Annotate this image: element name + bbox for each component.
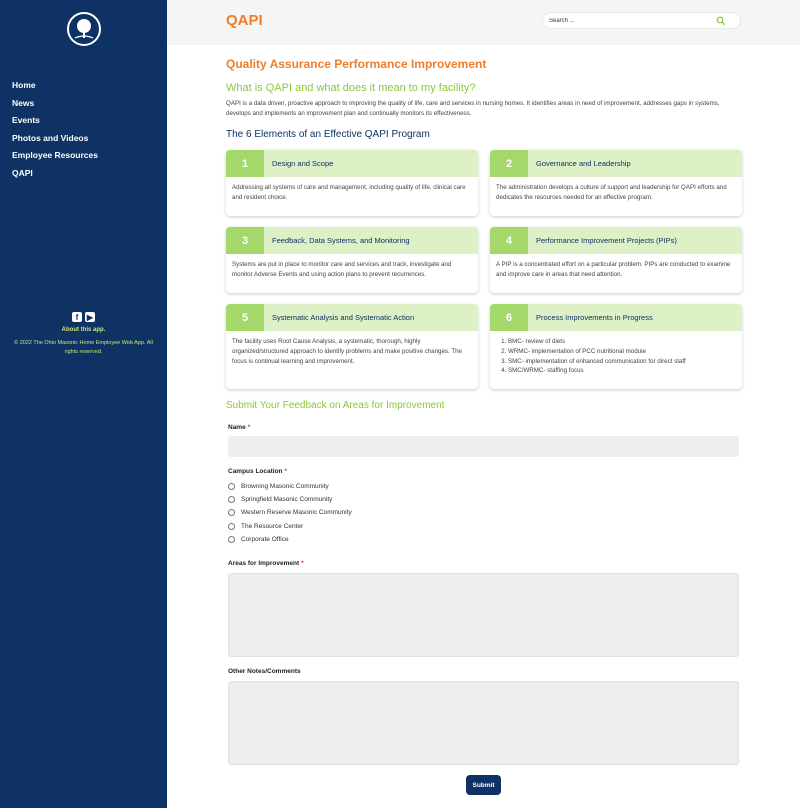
required-mark: * [247, 424, 251, 431]
notes-textarea[interactable] [228, 681, 739, 765]
radio-button[interactable] [228, 483, 235, 490]
page-title: Quality Assurance Performance Improvement [226, 57, 487, 71]
search-icon[interactable] [716, 16, 726, 26]
card-number: 2 [490, 150, 528, 177]
nav-news[interactable]: News [12, 97, 35, 108]
element-card [490, 304, 742, 389]
sidebar-nav [12, 79, 98, 184]
list-item: 2. WRMC- implementation of PCC nutritional module [508, 347, 736, 357]
header-title: QAPI [226, 12, 263, 29]
radio-button[interactable] [228, 523, 235, 530]
card-number: 6 [490, 304, 528, 331]
improvement-list [496, 337, 736, 376]
card-number: 1 [226, 150, 264, 177]
campus-option-western-reserve[interactable]: Western Reserve Masonic Community [228, 507, 352, 517]
search-box [542, 12, 741, 29]
element-card [490, 150, 742, 216]
radio-button[interactable] [228, 509, 235, 516]
submit-button[interactable]: Submit [466, 775, 501, 795]
card-body: Addressing all systems of care and management, including quality of life, clinical care and resident choice. [232, 184, 466, 201]
campus-option-resource-center[interactable]: The Resource Center [228, 521, 303, 531]
card-number: 3 [226, 227, 264, 254]
element-card [490, 227, 742, 293]
nav-photos-and-videos[interactable]: Photos and Videos [12, 132, 89, 143]
required-mark: * [284, 468, 288, 475]
card-body [490, 331, 742, 382]
elements-heading: The 6 Elements of an Effective QAPI Program [226, 129, 430, 140]
radio-button[interactable] [228, 496, 235, 503]
social-links [0, 312, 167, 322]
card-number: 5 [226, 304, 264, 331]
required-mark: * [301, 560, 304, 567]
nav-events[interactable]: Events [12, 115, 40, 125]
card-title: Feedback, Data Systems, and Monitoring [272, 236, 410, 245]
list-item: 3. SMC- implementation of enhanced communication for direct staff [508, 357, 736, 367]
campus-option-springfield[interactable]: Springfield Masonic Community [228, 494, 332, 504]
card-title: Design and Scope [272, 159, 334, 168]
card-title: Performance Improvement Projects (PIPs) [536, 236, 677, 245]
name-label: Name * [228, 424, 251, 431]
areas-textarea[interactable] [228, 573, 739, 657]
element-card [226, 150, 478, 216]
list-item: 1. BMC- review of diets [508, 337, 736, 347]
youtube-icon[interactable]: ▶ [86, 312, 94, 322]
card-body: The facility uses Root Cause Analysis, a systematic, thorough, highly organized/structured approach to identify problems and make positive changes. The focus is continual learning and improvement. [232, 338, 462, 365]
feedback-heading: Submit Your Feedback on Areas for Improvement [226, 400, 445, 411]
card-number: 4 [490, 227, 528, 254]
campus-option-browning[interactable]: Browning Masonic Community [228, 481, 329, 491]
top-bar [167, 0, 800, 45]
tree-logo-icon [71, 16, 97, 42]
areas-label: Areas for Improvement * [228, 560, 304, 567]
element-card [226, 304, 478, 389]
name-input[interactable] [228, 436, 739, 457]
facebook-icon[interactable]: f [72, 312, 82, 322]
card-body: The administration develops a culture of support and leadership for QAPI efforts and dedicates the resources needed for an effective program. [496, 184, 727, 201]
sidebar [0, 0, 167, 808]
card-title: Process Improvements in Progress [536, 313, 653, 322]
radio-button[interactable] [228, 536, 235, 543]
nav-home[interactable]: Home [12, 80, 36, 90]
card-title: Systematic Analysis and Systematic Action [272, 313, 415, 322]
notes-label: Other Notes/Comments [228, 668, 301, 675]
card-body: Systems are put in place to monitor care and services and track, investigate and monitor Adverse Events and using action plans to prevent recurrences. [232, 261, 452, 278]
search-input[interactable] [549, 15, 709, 27]
nav-qapi[interactable]: QAPI [12, 167, 33, 178]
campus-option-corporate-office[interactable]: Corporate Office [228, 534, 289, 544]
qapi-question-heading: What is QAPI and what does it mean to my facility? [226, 82, 476, 94]
logo[interactable] [67, 12, 101, 46]
campus-label: Campus Location * [228, 468, 288, 475]
nav-employee-resources[interactable]: Employee Resources [12, 150, 98, 160]
about-link[interactable]: About this app. [61, 327, 106, 333]
intro-paragraph: QAPI is a data driven, proactive approach to improving the quality of life, care and services in nursing homes. It identifies areas in need of improvement, addresses gaps in systems, develops and implements an improvement plan and continually monitors its effectiveness. [226, 100, 720, 117]
element-card [226, 227, 478, 293]
card-title: Governance and Leadership [536, 159, 631, 168]
card-body: A PIP is a concentrated effort on a particular problem. PIPs are conducted to examine and improve care in areas that need attention. [496, 261, 731, 278]
list-item: 4. SMC/WRMC- staffing focus [508, 366, 736, 376]
copyright-text: © 2022 The Ohio Masonic Home Employee Web App. All rights reserved. [14, 340, 153, 355]
